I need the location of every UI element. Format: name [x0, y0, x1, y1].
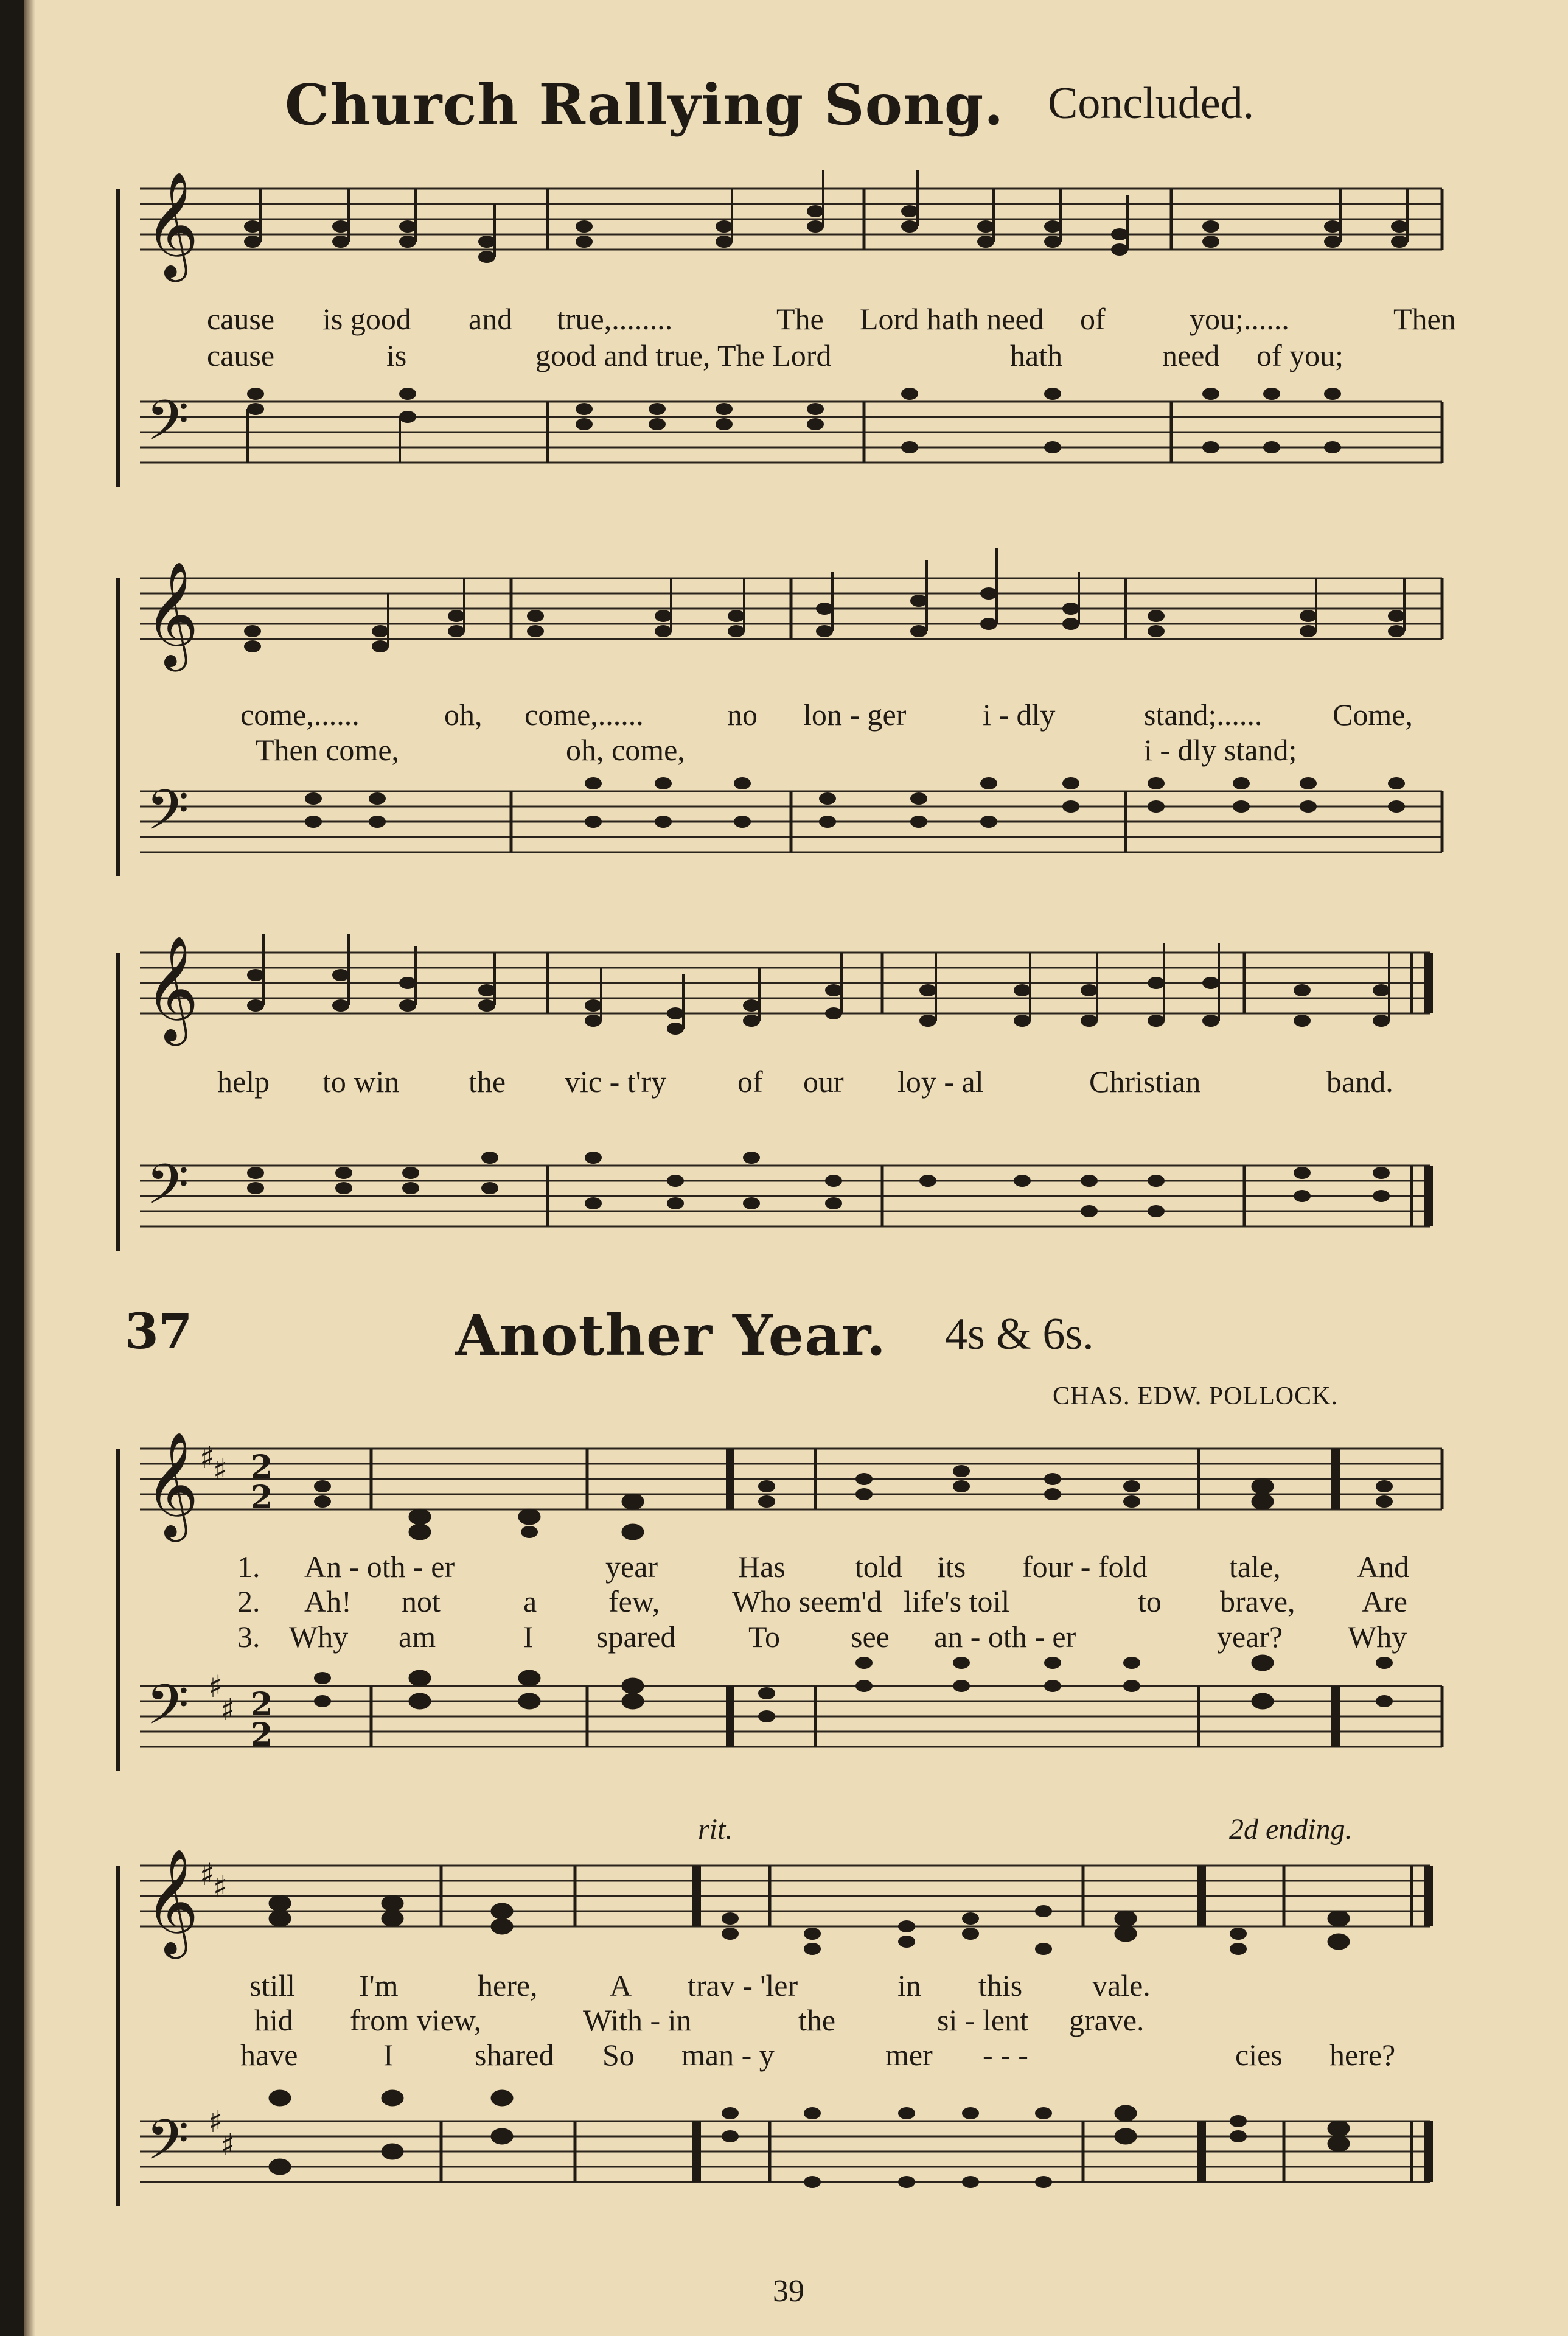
bass-notes — [314, 1656, 1393, 1722]
hymn2-number: 37 — [125, 1303, 193, 1360]
hymn2-meter: 4s & 6s. — [945, 1309, 1094, 1359]
lyric-word: i - dly stand; — [1144, 733, 1297, 767]
bass-notes — [305, 777, 1405, 828]
lyric-word: - - - — [983, 2038, 1028, 2072]
page-number: 39 — [773, 2274, 804, 2309]
lyric-word: have — [240, 2038, 298, 2072]
lyric-word: Why — [289, 1620, 349, 1654]
lyric-word: spared — [596, 1620, 676, 1654]
lyric-word: hath — [1010, 338, 1063, 372]
hymn2-composer: CHAS. EDW. POLLOCK. — [1053, 1382, 1338, 1410]
lyric-word: good and true, The Lord — [535, 338, 832, 372]
lyric-word: I — [383, 2038, 394, 2072]
verse-number: 1. — [237, 1550, 260, 1584]
lyric-word: to — [1138, 1584, 1162, 1618]
hymn2-title: Another Year. — [455, 1303, 887, 1368]
lyric-word: life's toil — [904, 1584, 1010, 1618]
svg-text:♯: ♯ — [200, 1857, 215, 1892]
verse-number: 3. — [237, 1620, 260, 1654]
svg-text:2: 2 — [251, 1716, 273, 1754]
lyric-word: A — [610, 1968, 632, 2002]
lyric-word: help — [217, 1065, 270, 1099]
svg-text:𝄢: 𝄢 — [146, 388, 189, 466]
bass-notes — [247, 388, 1341, 463]
lyric-word: trav - 'ler — [688, 1968, 798, 2002]
lyric-word: is — [386, 338, 407, 372]
lyric-word: shared — [475, 2038, 554, 2072]
lyric-word: Who seem'd — [732, 1584, 882, 1618]
lyric-word: here? — [1329, 2038, 1396, 2072]
lyric-word: Has — [738, 1550, 786, 1584]
lyric-word: of you; — [1256, 338, 1344, 372]
lyric-word: the — [469, 1065, 506, 1099]
lyric-word: hid — [254, 2003, 293, 2037]
treble-notes — [244, 548, 1405, 652]
lyric-word: see — [851, 1620, 890, 1654]
bass-staff — [140, 1152, 1430, 1230]
lyric-word: The — [776, 302, 824, 336]
svg-text:♯: ♯ — [220, 2127, 235, 2163]
lyric-word: its — [937, 1550, 966, 1584]
svg-text:𝄢: 𝄢 — [146, 1152, 189, 1230]
lyric-word: cies — [1235, 2038, 1283, 2072]
lyric-word: still — [249, 1968, 296, 2002]
treble-notes — [247, 934, 1390, 1035]
svg-text:𝄞: 𝄞 — [145, 935, 199, 1041]
treble-staff — [140, 1432, 1442, 1542]
lyric-word: Ah! — [304, 1584, 352, 1618]
svg-text:2: 2 — [251, 1449, 273, 1486]
lyric-word: Are — [1362, 1584, 1407, 1618]
svg-text:2: 2 — [251, 1479, 273, 1516]
lyric-word: I — [523, 1620, 534, 1654]
svg-text:𝄢: 𝄢 — [146, 778, 189, 856]
lyric-word: told — [855, 1550, 902, 1584]
lyric-word: come,...... — [240, 698, 360, 732]
lyric-word: oh, — [444, 698, 483, 732]
svg-text:𝄞: 𝄞 — [145, 172, 199, 278]
lyric-word: is good — [322, 302, 411, 336]
lyric-word: our — [803, 1065, 844, 1099]
lyric-word: the — [798, 2003, 836, 2037]
lyric-word: true,........ — [557, 302, 673, 336]
verse-number: 2. — [237, 1584, 260, 1618]
lyric-word: from view, — [350, 2003, 482, 2037]
rit-direction: rit. — [698, 1813, 733, 1845]
svg-text:♯: ♯ — [208, 2104, 223, 2139]
lyric-word: in — [897, 1968, 921, 2002]
lyric-word: Why — [1348, 1620, 1407, 1654]
bass-staff — [140, 1669, 1442, 1754]
treble-staff — [140, 1848, 1430, 1959]
lyric-word: vic - t'ry — [565, 1065, 667, 1099]
page-gutter — [24, 0, 35, 2336]
lyric-word: need — [1162, 338, 1220, 372]
lyric-word: cause — [207, 302, 275, 336]
lyric-word: band. — [1326, 1065, 1393, 1099]
treble-notes — [314, 1465, 1393, 1539]
svg-text:𝄞: 𝄞 — [145, 561, 199, 667]
lyric-word: To — [748, 1620, 781, 1654]
lyric-word: So — [602, 2038, 635, 2072]
svg-text:♯: ♯ — [220, 1692, 235, 1727]
treble-staff — [140, 935, 1430, 1046]
hymn1-title: Church Rallying Song. — [285, 72, 1005, 138]
lyric-word: Come, — [1333, 698, 1413, 732]
lyric-word: not — [402, 1584, 441, 1618]
lyric-word: Then come, — [256, 733, 400, 767]
lyric-word: brave, — [1220, 1584, 1295, 1618]
lyric-word: year? — [1217, 1620, 1283, 1654]
bass-staff — [140, 388, 1442, 466]
lyric-word: lon - ger — [803, 698, 907, 732]
lyric-word: an - oth - er — [934, 1620, 1076, 1654]
lyric-word: tale, — [1229, 1550, 1281, 1584]
lyric-word: stand;...... — [1144, 698, 1263, 732]
lyric-word: i - dly — [983, 698, 1056, 732]
lyric-word: am — [399, 1620, 436, 1654]
lyric-word: of — [737, 1065, 763, 1099]
lyric-word: With - in — [583, 2003, 692, 2037]
bass-notes — [247, 1152, 1390, 1217]
svg-text:♯: ♯ — [213, 1869, 228, 1904]
lyric-word: Lord hath need — [860, 302, 1044, 336]
lyric-word: An - oth - er — [304, 1550, 455, 1584]
lyric-word: to win — [322, 1065, 400, 1099]
lyric-word: four - fold — [1022, 1550, 1148, 1584]
lyric-word: Then — [1393, 302, 1456, 336]
lyric-word: loy - al — [897, 1065, 984, 1099]
lyric-word: a — [523, 1584, 537, 1618]
bass-staff — [140, 778, 1442, 856]
lyric-word: and — [469, 302, 513, 336]
lyric-word: si - lent — [937, 2003, 1028, 2037]
svg-text:♯: ♯ — [208, 1669, 223, 1704]
lyric-word: few, — [608, 1584, 660, 1618]
hymn2-system2-score — [122, 1848, 1460, 2219]
lyric-word: mer — [885, 2038, 933, 2072]
lyric-word: Christian — [1089, 1065, 1201, 1099]
lyric-word: here, — [478, 1968, 538, 2002]
lyric-word: vale. — [1092, 1968, 1151, 2002]
svg-text:𝄞: 𝄞 — [145, 1848, 199, 1954]
lyric-word: man - y — [681, 2038, 775, 2072]
book-binding-shadow — [0, 0, 24, 2336]
lyric-word: no — [727, 698, 758, 732]
second-ending-label: 2d ending. — [1229, 1813, 1353, 1845]
hymn1-subtitle: Concluded. — [1048, 79, 1255, 128]
lyric-word: this — [978, 1968, 1023, 2002]
lyric-word: year — [605, 1550, 658, 1584]
svg-text:2: 2 — [251, 1686, 273, 1723]
lyric-word: you;...... — [1190, 302, 1289, 336]
svg-text:♯: ♯ — [200, 1440, 215, 1475]
lyric-word: I'm — [359, 1968, 399, 2002]
lyric-word: oh, come, — [566, 733, 685, 767]
svg-text:𝄢: 𝄢 — [146, 1673, 189, 1750]
svg-text:𝄞: 𝄞 — [145, 1432, 199, 1537]
lyric-word: of — [1080, 302, 1106, 336]
treble-staff — [140, 561, 1442, 672]
bass-notes — [270, 2091, 1348, 2188]
lyric-word: And — [1357, 1550, 1410, 1584]
lyric-word: grave. — [1069, 2003, 1145, 2037]
lyric-word: come,...... — [524, 698, 644, 732]
svg-text:𝄢: 𝄢 — [146, 2108, 189, 2186]
svg-text:♯: ♯ — [213, 1452, 228, 1488]
lyric-word: cause — [207, 338, 275, 372]
